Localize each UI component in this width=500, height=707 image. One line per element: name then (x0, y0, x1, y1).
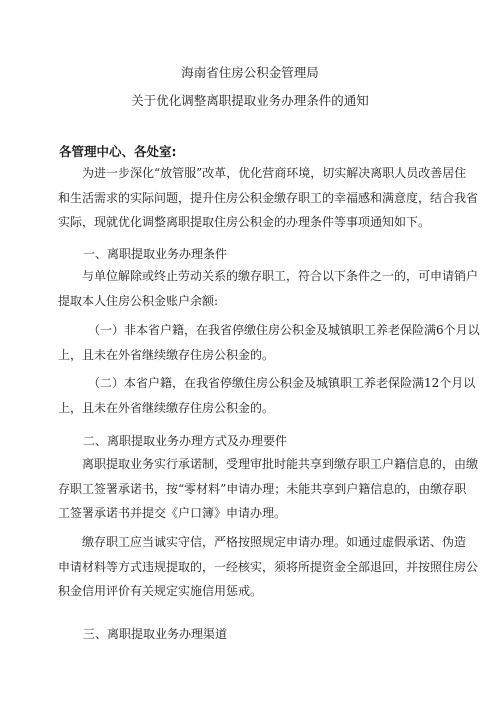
text-line: 与单位解除或终止劳动关系的缴存职工，符合以下条件之一的，可申请销户 (82, 269, 479, 283)
condition-1 (58, 318, 480, 367)
document-title: 关于优化调整离职提取业务办理条件的通知 (131, 93, 369, 108)
text-line: 缴存职工应当诚实守信，严格按照规定申请办理。如通过虚假承诺、伪造 (82, 535, 467, 549)
section-1-intro (58, 264, 479, 313)
text-line: 提取本人住房公积金账户余额: (58, 293, 219, 308)
text-line: 上，且未在外省继续缴存住房公积金的。 (58, 400, 275, 415)
text-line: 存职工签署承诺书，按“零材料”申请办理；未能共享到户籍信息的，由缴存职 (58, 481, 467, 496)
text-line: （二）本省户籍，在我省停缴住房公积金及城镇职工养老保险满12个月以 (88, 376, 476, 390)
section-1-heading: 一、离职提取业务办理条件 (83, 247, 228, 261)
text-line: 实际，现就优化调整离职提取住房公积金的办理条件等事项通知如下。 (58, 215, 431, 229)
text-line: 为进一步深化“放管服”改革，优化营商环境，切实解决离职人员改善居住 (82, 166, 467, 180)
section-2-paragraph-2 (58, 530, 479, 604)
issuer-name: 海南省住房公积金管理局 (181, 65, 319, 80)
text-line: 离职提取业务实行承诺制，受理审批时能共享到缴存职工户籍信息的，由缴 (82, 457, 479, 471)
section-2-paragraph-1 (58, 452, 479, 526)
text-line: 积金信用评价有关规定实施信用惩戒。 (58, 584, 263, 598)
section-2-heading: 二、离职提取业务办理方式及办理要件 (83, 434, 288, 448)
text-line: 和生活需求的实际问题，提升住房公积金缴存职工的幸福感和满意度，结合我省 (58, 190, 479, 205)
condition-2 (58, 371, 476, 420)
section-3-heading: 三、离职提取业务办理渠道 (83, 627, 228, 641)
text-line: 上，且未在外省继续缴存住房公积金的。 (58, 347, 275, 362)
salutation: 各管理中心、各处室: (59, 144, 177, 159)
text-line: 申请材料等方式违规提取的，一经核实，须将所提资金全部退回，并按照住房公 (58, 559, 479, 574)
intro-paragraph (58, 161, 479, 235)
text-line: 工签署承诺书并提交《户口簿》申请办理。 (58, 506, 287, 520)
text-line: （一）非本省户籍，在我省停缴住房公积金及城镇职工养老保险满6个月以 (88, 323, 480, 337)
